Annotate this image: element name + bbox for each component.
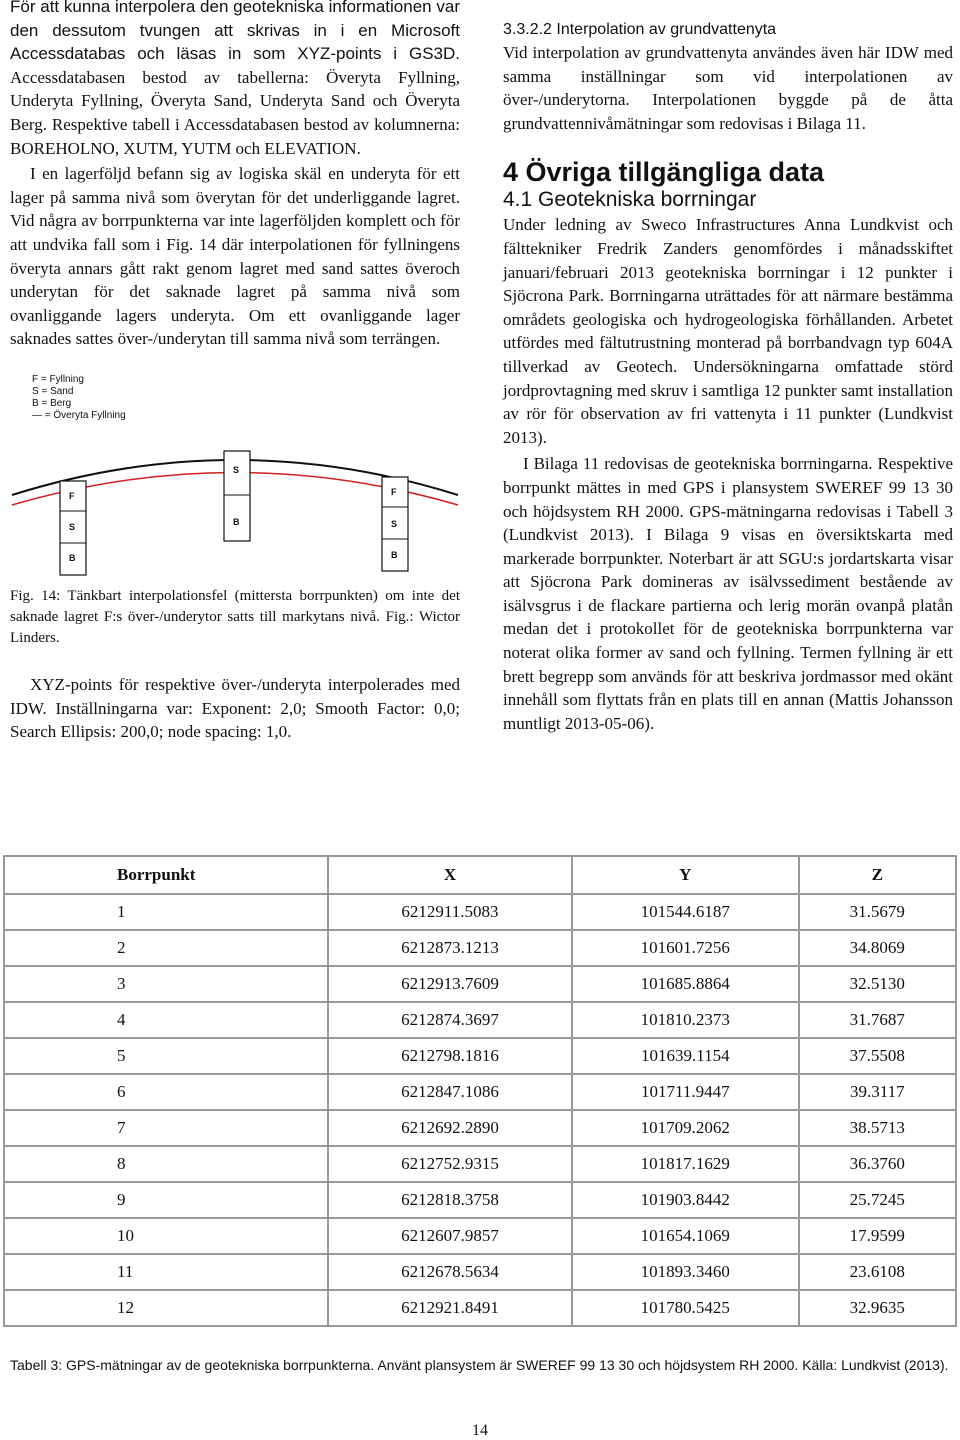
table-header-row [4, 856, 956, 894]
cell-z: 31.7687 [799, 1002, 956, 1038]
cell-y: 101711.9447 [572, 1074, 799, 1110]
cell-borrpunkt: 1 [4, 894, 328, 930]
cell-x: 6212921.8491 [328, 1290, 572, 1326]
cell-y: 101810.2373 [572, 1002, 799, 1038]
borehole-left-label-s: S [69, 521, 76, 532]
header-borrpunkt: Borrpunkt [4, 856, 328, 894]
paragraph-accessdatabas [10, 0, 460, 160]
paragraph-bilaga: I Bilaga 11 redovisas de geotekniska borrningarna. Respektive borrpunkt mättes in med GPS i plansystem SWEREF 99 13 30 och höjdsystem RH 2000. GPS-mätningarna redovisas i Tabell 3 (Lundkvist 2013). I Bilaga 9 visas en översiktskarta med markerade borrpunkter. Noterbart är att SGU:s jordartskarta visar att Sjöcrona Park domineras av isälvssediment bestående av isälvsgrus i de flackare partierna och lerig morän ovanpå platån medan det i protokollet för de geotekniska borrpunkterna var noterat olika former av sand och fyllning. Termen fyllning är ett brett begrepp som används för att beskriva jordmassor med okänt innehåll som flyttats från en plats till en annan (Mattis Johansson muntligt 2013-05-06). [503, 454, 953, 733]
header-x: X [328, 856, 572, 894]
table-row [4, 894, 956, 930]
cell-x: 6212678.5634 [328, 1254, 572, 1290]
table-row [4, 1002, 956, 1038]
cell-z: 31.5679 [799, 894, 956, 930]
borehole-right-label-f: F [391, 486, 397, 497]
paragraph-idw-settings: XYZ-points för respektive över-/underyta interpolerades med IDW. Inställningarna var: Exponent: 2,0; Smooth Factor: 0,0; Search Ellipsis: 200,0; node spacing: 1,0. [10, 674, 460, 742]
cell-y: 101639.1154 [572, 1038, 799, 1074]
left-column [10, 0, 460, 744]
cell-borrpunkt: 7 [4, 1110, 328, 1146]
gps-table [3, 855, 957, 1327]
section-heading-4: 4 Övriga tillgängliga data [503, 157, 825, 188]
legend-overyta-fyllning: — = Överyta Fyllning [32, 409, 126, 421]
borehole-middle-label-b: B [233, 516, 240, 527]
cell-borrpunkt: 2 [4, 930, 328, 966]
cell-z: 34.8069 [799, 930, 956, 966]
cell-borrpunkt: 8 [4, 1146, 328, 1182]
header-z: Z [799, 856, 956, 894]
cell-y: 101780.5425 [572, 1290, 799, 1326]
table-row [4, 1218, 956, 1254]
cell-y: 101685.8864 [572, 966, 799, 1002]
legend-fyllning: F = Fyllning [32, 373, 84, 385]
cell-y: 101654.1069 [572, 1218, 799, 1254]
cell-borrpunkt: 10 [4, 1218, 328, 1254]
cell-z: 23.6108 [799, 1254, 956, 1290]
cell-x: 6212798.1816 [328, 1038, 572, 1074]
borehole-right-label-s: S [391, 518, 398, 529]
cell-y: 101601.7256 [572, 930, 799, 966]
cell-y: 101893.3460 [572, 1254, 799, 1290]
cell-z: 32.9635 [799, 1290, 956, 1326]
cell-y: 101903.8442 [572, 1182, 799, 1218]
cell-x: 6212752.9315 [328, 1146, 572, 1182]
cell-borrpunkt: 12 [4, 1290, 328, 1326]
cell-z: 38.5713 [799, 1110, 956, 1146]
paragraph-lagerfoljd: I en lagerföljd befann sig av logiska skäl en underyta för ett lager på samma nivå som överytan för det underliggande lagret. Vid några av borrpunkterna var inte lagerföljden komplett och för att undvika fall som i Fig. 14 där interpolationen för fyllningens överyta annars gått rakt genom lagret med sand sattes överoch underytan för det saknade lagret på samma nivå som ovanliggande lagers underyta. Om ett ovanliggande lager saknades sattes över-/underytan till samma nivå som terrängen. [10, 164, 460, 349]
cell-x: 6212818.3758 [328, 1182, 572, 1218]
cell-z: 39.3117 [799, 1074, 956, 1110]
borehole-right-label-b: B [391, 549, 398, 560]
cell-y: 101817.1629 [572, 1146, 799, 1182]
page-number: 14 [472, 1422, 488, 1439]
table-row [4, 1290, 956, 1326]
cell-x: 6212847.1086 [328, 1074, 572, 1110]
borehole-left-label-f: F [69, 490, 75, 501]
table-caption: Tabell 3: GPS-mätningar av de geotekniska borrpunkterna. Använt plansystem är SWEREF 99 13 30 och höjdsystem RH 2000. Källa: Lundkvist (2013). [10, 1357, 949, 1373]
legend-berg: B = Berg [32, 397, 72, 409]
cell-z: 36.3760 [799, 1146, 956, 1182]
paragraph-grundvatten: Vid interpolation av grundvattenyta användes även här IDW med samma inställningar som vid interpolationen av över-/underytorna. Interpolationen byggde på de åtta grundvattennivåmätningar som redovisas i Bilaga 11. [503, 43, 953, 133]
figure-interpolation-error [10, 365, 460, 580]
paragraph-intro-sans: För att kunna interpolera den geotekniska informationen var den dessutom tvungen att skrivas in i en Microsoft Accessdatabas och läsas in som XYZ-points i GS3D. [10, 0, 460, 64]
cell-borrpunkt: 4 [4, 1002, 328, 1038]
borehole-middle-label-s: S [233, 464, 240, 475]
table-row [4, 1110, 956, 1146]
table-row [4, 1038, 956, 1074]
table-row [4, 1146, 956, 1182]
right-column [503, 0, 953, 735]
section-heading-4-1: 4.1 Geotekniska borrningar [503, 188, 757, 212]
table-row [4, 1074, 956, 1110]
cell-x: 6212913.7609 [328, 966, 572, 1002]
cell-x: 6212874.3697 [328, 1002, 572, 1038]
cell-y: 101544.6187 [572, 894, 799, 930]
borehole-left-label-b: B [69, 552, 76, 563]
cell-borrpunkt: 6 [4, 1074, 328, 1110]
paragraph-intro-serif: Accessdatabasen bestod av tabellerna: Överyta Fyllning, Underyta Fyllning, Överyta Sand, Underyta Sand och Överyta Berg. Respektive tabell i Accessdatabasen bestod av kolumnerna: BOREHOLNO, XUTM, YUTM och ELEVATION. [10, 67, 460, 158]
cell-z: 17.9599 [799, 1218, 956, 1254]
cell-z: 25.7245 [799, 1182, 956, 1218]
cell-x: 6212873.1213 [328, 930, 572, 966]
cell-borrpunkt: 11 [4, 1254, 328, 1290]
legend-sand: S = Sand [32, 385, 74, 397]
paragraph-borrningar: Under ledning av Sweco Infrastructures Anna Lundkvist och fälttekniker Fredrik Zanders genomfördes i månadsskiftet januari/februari 2013 geotekniska borrningar i 12 punkter i Sjöcrona Park. Borrningarna uträttades för att närmare bestämma områdets geologiska och hydrogeologiska förhållanden. Arbetet utfördes med fältutrustning monterad på borrbandvagn typ 604A tillverkad av Geotech. Undersökningarna omfattade störd jordprovtagning med skruv i samtliga 12 punkter samt installation av rör för observation av fri vattenyta i 11 punkter (Lundkvist 2013). [503, 215, 953, 447]
cell-x: 6212692.2890 [328, 1110, 572, 1146]
figure-caption: Fig. 14: Tänkbart interpolationsfel (mittersta borrpunkten) om inte det saknade lagret F:s över-/underytor satts till markytans nivå. Fig.: Wictor Linders. [10, 587, 460, 646]
table-row [4, 966, 956, 1002]
header-y: Y [572, 856, 799, 894]
cell-borrpunkt: 5 [4, 1038, 328, 1074]
table-row [4, 930, 956, 966]
cell-z: 32.5130 [799, 966, 956, 1002]
cell-x: 6212911.5083 [328, 894, 572, 930]
section-heading-3-3-2-2: 3.3.2.2 Interpolation av grundvattenyta [503, 21, 777, 38]
cell-borrpunkt: 9 [4, 1182, 328, 1218]
cell-x: 6212607.9857 [328, 1218, 572, 1254]
table-row [4, 1254, 956, 1290]
cell-borrpunkt: 3 [4, 966, 328, 1002]
cell-z: 37.5508 [799, 1038, 956, 1074]
table-row [4, 1182, 956, 1218]
cell-y: 101709.2062 [572, 1110, 799, 1146]
